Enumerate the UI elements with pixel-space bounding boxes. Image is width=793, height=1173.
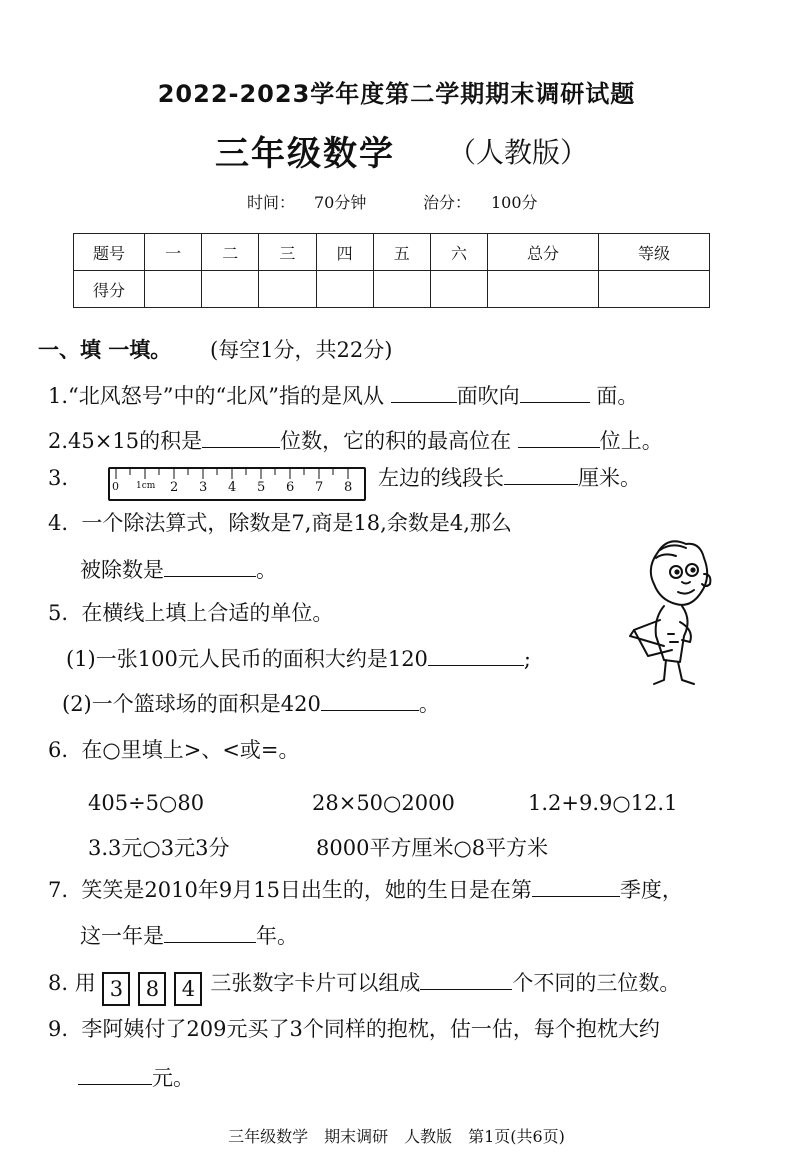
subject-title: 三年级数学 bbox=[215, 134, 395, 174]
ruler-label: 4 bbox=[228, 480, 237, 495]
question-4 bbox=[48, 507, 512, 537]
score-cell[interactable] bbox=[598, 271, 709, 308]
total-score-label: 治分： bbox=[423, 193, 472, 212]
ruler-label: 0 bbox=[112, 480, 119, 493]
compare-item[interactable]: 28×50○2000 bbox=[312, 791, 455, 815]
answer-blank[interactable] bbox=[164, 922, 256, 943]
question-text: “北风怒号”中的“北风”指的是风从 bbox=[68, 384, 384, 408]
question-9 bbox=[48, 1013, 660, 1043]
question-text: 45×15的积是 bbox=[68, 429, 203, 453]
compare-item[interactable]: 1.2+9.9○12.1 bbox=[528, 791, 678, 815]
table-cell: 二 bbox=[202, 234, 259, 271]
question-3-number: 3. bbox=[48, 466, 69, 490]
answer-blank[interactable] bbox=[518, 427, 600, 448]
table-cell: 六 bbox=[430, 234, 487, 271]
score-cell[interactable] bbox=[202, 271, 259, 308]
score-cell[interactable] bbox=[488, 271, 599, 308]
question-text: 被除数是 bbox=[80, 558, 164, 582]
answer-blank[interactable] bbox=[78, 1064, 152, 1085]
table-cell: 三 bbox=[259, 234, 316, 271]
answer-blank[interactable] bbox=[420, 969, 512, 990]
question-number: 6. bbox=[48, 738, 69, 762]
question-number: 2. bbox=[48, 429, 69, 453]
ruler-label: 8 bbox=[344, 480, 353, 495]
table-cell: 题号 bbox=[74, 234, 145, 271]
question-text: 元。 bbox=[152, 1066, 194, 1090]
digit-card: 3 bbox=[102, 972, 130, 1006]
question-number: 8. bbox=[48, 971, 69, 995]
answer-blank[interactable] bbox=[391, 382, 457, 403]
question-text: 个不同的三位数。 bbox=[512, 971, 681, 995]
table-cell: 一 bbox=[145, 234, 202, 271]
ruler-label: 5 bbox=[257, 480, 266, 495]
question-number: 5. bbox=[48, 601, 69, 625]
question-8 bbox=[48, 967, 680, 1006]
question-text: 。 bbox=[418, 692, 440, 716]
compare-item[interactable]: 405÷5○80 bbox=[88, 791, 205, 815]
question-text: 用 bbox=[74, 971, 96, 995]
question-text: 季度， bbox=[619, 878, 683, 902]
score-cell[interactable] bbox=[373, 271, 430, 308]
table-cell: 四 bbox=[316, 234, 373, 271]
question-1 bbox=[48, 380, 638, 410]
edition-label: （人教版） bbox=[448, 136, 589, 169]
question-number: 4. bbox=[48, 511, 69, 535]
answer-blank[interactable] bbox=[164, 556, 256, 577]
question-5-part-1 bbox=[66, 643, 531, 673]
table-cell: 总分 bbox=[488, 234, 599, 271]
question-7-cont bbox=[80, 920, 298, 950]
answer-blank[interactable] bbox=[321, 690, 419, 711]
score-cell[interactable] bbox=[316, 271, 373, 308]
time-value: 70分钟 bbox=[314, 193, 367, 212]
answer-blank[interactable] bbox=[202, 427, 280, 448]
compare-item[interactable]: 8000平方厘米○8平方米 bbox=[316, 836, 549, 860]
question-4-cont bbox=[80, 554, 277, 584]
question-3 bbox=[378, 462, 641, 492]
answer-blank[interactable] bbox=[532, 876, 620, 897]
digit-card: 8 bbox=[138, 972, 166, 1006]
score-cell[interactable] bbox=[259, 271, 316, 308]
time-label: 时间： bbox=[247, 193, 296, 212]
thinking-boy-illustration bbox=[620, 538, 720, 688]
ruler-label: 6 bbox=[286, 480, 295, 495]
question-text: 年。 bbox=[256, 924, 298, 948]
question-text: 厘米。 bbox=[578, 466, 641, 490]
section-heading: 一、填 一填。 bbox=[38, 338, 172, 362]
question-text: 李阿姨付了209元买了3个同样的抱枕，估一估，每个抱枕大约 bbox=[81, 1017, 660, 1041]
question-text: 在横线上填上合适的单位。 bbox=[81, 601, 334, 625]
question-text: 面。 bbox=[596, 384, 639, 408]
question-7 bbox=[48, 874, 683, 904]
ruler-label: 2 bbox=[170, 480, 179, 495]
ruler-label: 3 bbox=[199, 480, 208, 495]
ruler-label: 7 bbox=[315, 480, 324, 495]
question-6 bbox=[48, 734, 300, 764]
question-number: 1. bbox=[48, 384, 69, 408]
question-text: 位数，它的积的最高位在 bbox=[280, 429, 512, 453]
score-cell[interactable] bbox=[430, 271, 487, 308]
question-number: 9. bbox=[48, 1017, 69, 1041]
section-points: (每空1分，共22分) bbox=[210, 338, 393, 362]
answer-blank[interactable] bbox=[504, 464, 578, 485]
question-number: 7. bbox=[48, 878, 69, 902]
question-text: 这一年是 bbox=[80, 924, 164, 948]
question-text: 左边的线段长 bbox=[378, 466, 504, 490]
question-text: ; bbox=[523, 647, 531, 671]
ruler-image bbox=[108, 467, 366, 501]
score-table bbox=[73, 233, 710, 308]
score-table-score-row bbox=[74, 271, 710, 308]
page-footer: 三年级数学 期末调研 人教版 第1页(共6页) bbox=[228, 1127, 565, 1146]
ruler-label: 1cm bbox=[136, 481, 156, 491]
compare-item[interactable]: 3.3元○3元3分 bbox=[88, 836, 230, 860]
score-cell[interactable] bbox=[145, 271, 202, 308]
total-score-value: 100分 bbox=[491, 193, 538, 212]
question-text: 笑笑是2010年9月15日出生的，她的生日是在第 bbox=[81, 878, 532, 902]
question-text: 位上。 bbox=[599, 429, 663, 453]
question-5 bbox=[48, 597, 333, 627]
exam-title: 2022-2023学年度第二学期期末调研试题 bbox=[157, 80, 636, 108]
question-5-part-2 bbox=[62, 688, 440, 718]
question-9-cont bbox=[78, 1062, 194, 1092]
digit-card: 4 bbox=[174, 972, 202, 1006]
answer-blank[interactable] bbox=[520, 382, 590, 403]
question-text: 在○里填上>、<或=。 bbox=[81, 738, 300, 762]
score-table-header-row bbox=[74, 234, 710, 271]
question-text: (1)一张100元人民币的面积大约是120 bbox=[66, 647, 428, 671]
question-text: 三张数字卡片可以组成 bbox=[210, 971, 421, 995]
question-text: 。 bbox=[256, 558, 277, 582]
table-cell: 五 bbox=[373, 234, 430, 271]
table-cell: 得分 bbox=[74, 271, 145, 308]
question-2 bbox=[48, 425, 663, 455]
question-text: 一个除法算式，除数是7,商是18,余数是4,那么 bbox=[81, 511, 512, 535]
question-text: (2)一个篮球场的面积是420 bbox=[62, 692, 321, 716]
question-text: 面吹向 bbox=[456, 384, 520, 408]
table-cell: 等级 bbox=[598, 234, 709, 271]
answer-blank[interactable] bbox=[428, 645, 524, 666]
